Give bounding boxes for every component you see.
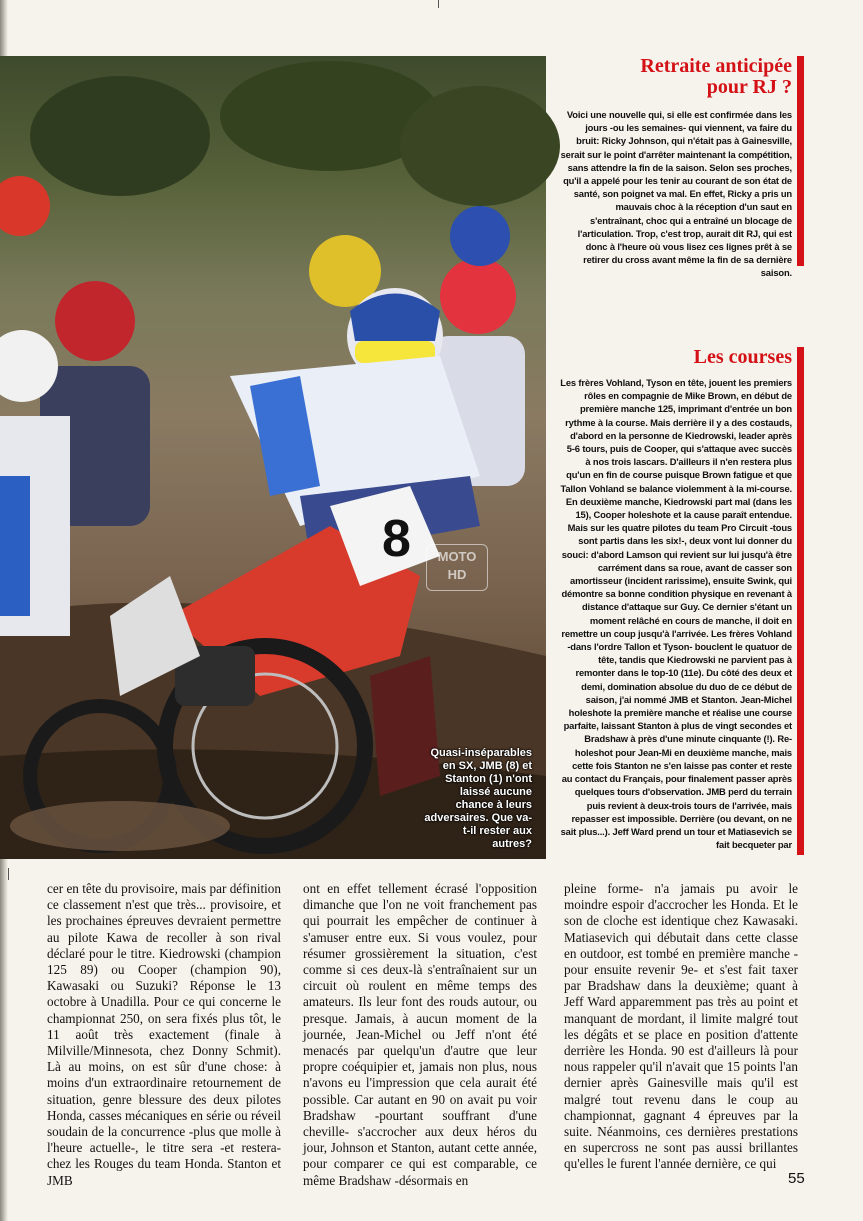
motocross-photo — [0, 56, 546, 859]
crop-mark — [438, 0, 439, 8]
sidebar-retraite — [560, 55, 792, 279]
column-3-text: pleine forme- n'a jamais pu avoir le moindre espoir d'accrocher les Honda. Et le son de cloche est identique chez Kawasaki. Matiasevich qui débutait dans cette classe en outdoor, est tombé en première manche -pour ensuite revenir 9e- et s'est fait taxer par Bradshaw dans la deuxième; quant à Jeff Ward apparemment pas très au point et manquant de mordant, il limite malgré tout les dégâts et se place en position d'attente derrière les Honda. 90 est d'ailleurs là pour nous rappeler qu'il n'avait que 15 points l'an dernier après Gainesville mais qu'il est malgré tout revenu dans le coup au championnat, gagnant 4 épreuves par la suite. Néanmoins, ces dernières prestations en supercross ne sont pas aussi brillantes qu'elles le furent l'année dernière, ce qui — [564, 881, 798, 1172]
crop-mark — [8, 868, 9, 880]
page-number: 55 — [788, 1170, 805, 1187]
title-line-2: pour RJ ? — [706, 76, 792, 98]
red-accent-bar — [797, 347, 804, 855]
body-column-3 — [564, 881, 798, 1172]
red-accent-bar — [797, 56, 804, 266]
column-2-text: ont en effet tellement écrasé l'opposition dimanche que l'on ne voit franchement pas qui pourrait les empêcher de continuer à s'amuser entre eux. Si vous voulez, pour résumer grossièrement la situation, c'est comme si ces deux-là s'entraînaient sur un circuit où roulent en même temps des amateurs. Ils leur font des rouds autour, ou presque. Jamais, à aucun moment de la journée, Jean-Michel ou Jeff n'ont été menacés par quelqu'un d'autre que leur propre coéquipier et, jamais non plus, nous n'avons eu l'impression que cela aurait été possible. Car autant en 90 on avait pu voir Bradshaw -pourtant souffrant d'une cheville- s'accrocher aux deux héros du jour, Johnson et Stanton, autant cette année, pour comparer ce qui est comparable, ce même Bradshaw -désormais en — [303, 881, 537, 1188]
sidebar-retraite-body: Voici une nouvelle qui, si elle est confirmée dans les jours -ou les semaines- qui viennent, va faire du bruit: Ricky Johnson, qui n'était pas à Gainesville, serait sur le point d'arrêter maintenant la compétition, sans attendre la fin de la saison. Selon ses proches, qu'il a appelé pour les tenir au courant de son état de santé, son poignet va mal. En effet, Ricky a pris un mauvais choc à la réception d'un saut en s'entraînant, choc qui a entraîné un blocage de l'articulation. Trop, c'est trop, aurait dit RJ, qui est donc à l'heure où vous lisez ces lignes prêt à se retirer du cross avant même la fin de sa dernière saison. — [560, 109, 792, 279]
number-plate-digit: 8 — [382, 510, 411, 568]
sidebar-courses-body: Les frères Vohland, Tyson en tête, jouent les premiers rôles en compagnie de Mike Brown, en début de première manche 125, imprimant d'entrée un bon rythme à la course. Mais derrière il y a des costauds, d'abord en la personne de Kiedrowski, leader après 5-6 tours, puis de Cooper, qui s'attaque avec succès à nos trois lascars. D'ailleurs il n'en restera plus qu'un en fin de course puisque Brown fatigue et que Tallon Vohland se balance violemment à la mi-course. En deuxième manche, Kiedrowski part mal (dans les 15), Cooper holeshote et la cause paraît entendue. Mais sur les quatre pilotes du team Pro Circuit -tous sont partis dans les six!-, deux vont lui donner du souci: d'abord Lamson qui revient sur lui jusqu'à être carrément dans sa roue, avant de casser son amortisseur (incident rarissime), ensuite Swink, qui démontre sa bonne condition physique en revenant à distance d'attaque sur Guy. Ce dernier s'étant un moment relâché en cours de manche, il doit en remettre un coup jusqu'à l'arrivée. Les frères Vohland -dans l'ordre Tallon et Tyson- bouclent le quatuor de tête, tandis que Kiedrowski ne parvient pas à remonter dans le top-10 (11e). Du côté des deux et demi, domination absolue du duo de ce début de saison, j'ai nommé JMB et Stanton. Jean-Michel holeshote la première manche et réalise une course parfaite, laissant Stanton à plus de vingt secondes et Bradshaw à près d'une minute cinquante (!). Re-holeshot pour Jean-Mi en deuxième manche, mais cette fois Stanton ne s'en laisse pas conter et reste au contact du Français, pour finalement passer après quelques tours d'observation. JMB perd du terrain puis revient à deux-trois tours de l'arrivée, mais repasser est impossible. Derrière (ou devant, on ne sait plus...). Jeff Ward prend un tour et Matiasevich se fait becqueter par — [560, 377, 792, 851]
photo-caption: Quasi-inséparables en SX, JMB (8) et Stanton (1) n'ont laissé aucune chance à leurs adversaires. Que va-t-il rester aux autres? — [424, 747, 532, 850]
title-line-1: Retraite anticipée — [640, 55, 792, 77]
photo-illustration — [0, 56, 546, 859]
sidebar-courses — [560, 347, 792, 855]
watermark-logo — [426, 544, 488, 591]
watermark-text: MOTO — [437, 549, 477, 564]
watermark-hd: HD — [447, 567, 467, 582]
body-column-1 — [47, 881, 281, 1188]
body-column-2 — [303, 881, 537, 1188]
column-1-text: cer en tête du provisoire, mais par définition ce classement n'est que très... provisoire, et les prochaines épreuves devraient permettre au pilote Kawa de recoller à son rival déclaré pour le titre. Kiedrowski (champion 125 89) ou Cooper (champion 90), Kawasaki ou Suzuki? Réponse le 13 octobre à Unadilla. Pour ce qui concerne le championnat 250, on sera fixés plus tôt, le 11 août très exactement (finale à Milville/Minnesota, chez Donny Schmit). Là au moins, on est sûr d'une chose: à moins d'un extraordinaire retournement de situation, genre blessure des deux pilotes Honda, casses mécaniques en série ou réveil soudain de la concurrence -plus que molle à l'heure actuelle-, le titre sera -et restera- chez les Rouges du team Honda. Stanton et JMB — [47, 881, 281, 1188]
sidebar-courses-title: Les courses — [693, 346, 792, 368]
sidebar-retraite-title — [560, 56, 792, 98]
